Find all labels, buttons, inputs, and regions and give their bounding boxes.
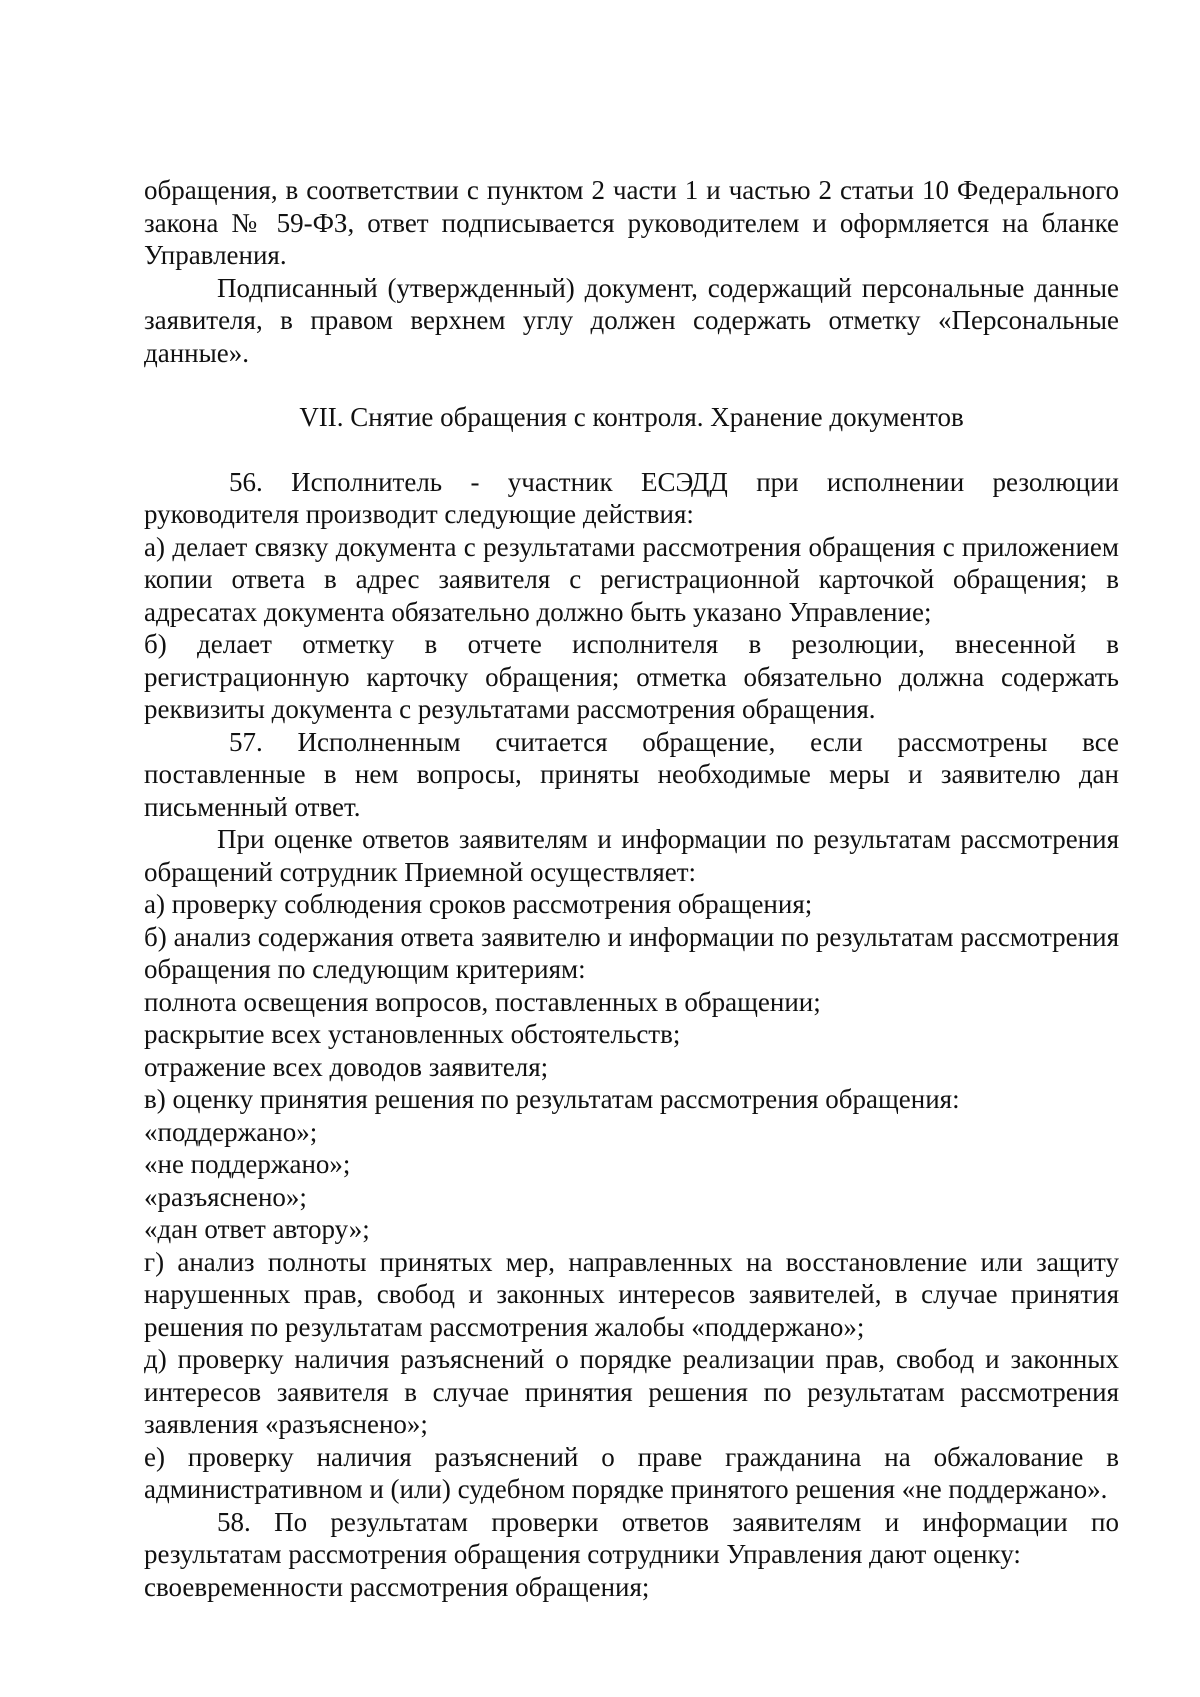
paragraph-57-d: д) проверку наличия разъяснений о порядке реализации прав, свобод и законных интересов заявителя в случае принятия решения по результатам рассмотрения заявления «разъяснено»;	[144, 1344, 1119, 1439]
decision-explained: «разъяснено»;	[144, 1181, 307, 1212]
paragraph-56-b: б) делает отметку в отчете исполнителя в резолюции, внесенной в регистрационную карточку обращения; отметка обязательно должна содержать реквизиты документа с результатами рассмотрения обращения.	[144, 629, 1119, 724]
paragraph-item-58: 58. По результатам проверки ответов заявителям и информации по результатам рассмотрения обращения сотрудники Управления дают оценку:	[144, 1506, 1119, 1569]
paragraph-signed-document: Подписанный (утвержденный) документ, содержащий персональные данные заявителя, в правом верхнем углу должен содержать отметку «Персональные данные».	[144, 272, 1119, 368]
criteria-line-2: раскрытие всех установленных обстоятельств;	[144, 1019, 681, 1049]
decision-not-supported: «не поддержано»;	[144, 1149, 351, 1179]
decision-answered: «дан ответ автору»;	[144, 1214, 370, 1244]
paragraph-57-b: б) анализ содержания ответа заявителю и информации по результатам рассмотрения обращения по следующим критериям:	[144, 921, 1119, 984]
paragraph-57-v: в) оценку принятия решения по результатам рассмотрения обращения:	[144, 1084, 960, 1114]
paragraph-57-e: е) проверку наличия разъяснений о праве гражданина на обжалование в административном и (или) судебном порядке принятого решения «не поддержано».	[144, 1441, 1119, 1504]
paragraph-item-57: 57. Исполненным считается обращение, если рассмотрены все поставленные в нем вопросы, приняты необходимые меры и заявителю дан письменный ответ.	[144, 726, 1119, 822]
paragraph-evaluation-intro: При оценке ответов заявителям и информации по результатам рассмотрения обращений сотрудник Приемной осуществляет:	[144, 824, 1119, 887]
paragraph-58-line: своевременности рассмотрения обращения;	[144, 1571, 650, 1602]
criteria-line-1: полнота освещения вопросов, поставленных в обращении;	[144, 986, 821, 1017]
paragraph-item-56: 56. Исполнитель - участник ЕСЭДД при исполнении резолюции руководителя производит следующие действия:	[144, 466, 1119, 529]
section-heading: VII. Снятие обращения с контроля. Хранение документов	[299, 402, 964, 432]
paragraph-57-a: а) проверку соблюдения сроков рассмотрения обращения;	[144, 889, 813, 919]
criteria-line-3: отражение всех доводов заявителя;	[144, 1051, 549, 1082]
document-body	[144, 174, 1119, 1603]
decision-supported: «поддержано»;	[144, 1116, 318, 1147]
paragraph-56-a: а) делает связку документа с результатами рассмотрения обращения с приложением копии ответа в адрес заявителя с регистрационной карточкой обращения; в адресатах документа обязательно должно быть указано Управление;	[144, 531, 1119, 627]
paragraph-continuation: обращения, в соответствии с пунктом 2 части 1 и частью 2 статьи 10 Федерального закона № 59-ФЗ, ответ подписывается руководителем и оформляется на бланке Управления.	[144, 175, 1119, 270]
paragraph-57-g: г) анализ полноты принятых мер, направленных на восстановление или защиту нарушенных прав, свобод и законных интересов заявителей, в случае принятия решения по результатам рассмотрения жалобы «поддержано»;	[144, 1246, 1119, 1342]
